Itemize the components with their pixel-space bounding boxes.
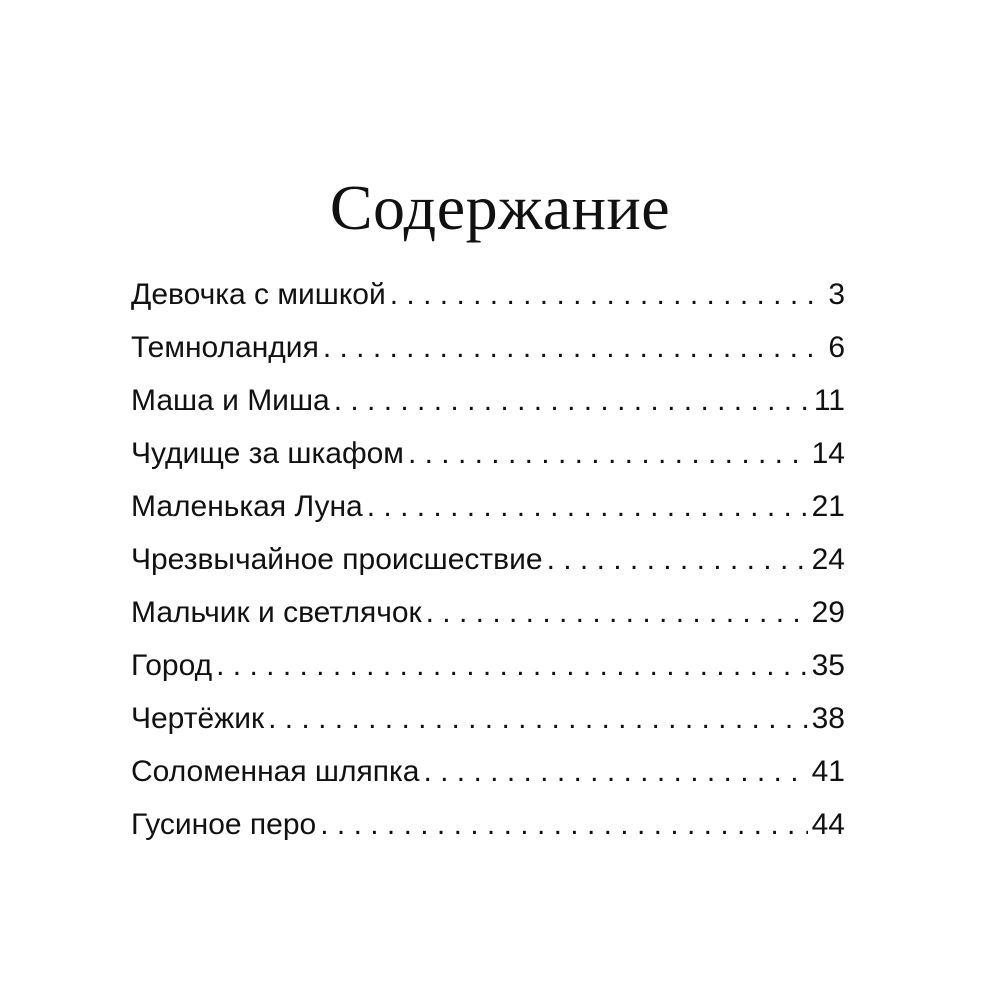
table-of-contents — [131, 268, 845, 851]
dot-leader — [423, 745, 807, 798]
dot-leader — [268, 692, 808, 745]
toc-entry-title: Соломенная шляпка — [131, 755, 420, 788]
toc-entry-title: Мальчик и светлячок — [131, 596, 422, 629]
toc-entry-page: 35 — [811, 649, 845, 682]
toc-entry-page: 24 — [811, 543, 845, 576]
dot-leader — [390, 268, 825, 321]
toc-entry-page: 14 — [811, 437, 845, 470]
toc-entry — [131, 586, 845, 639]
page-title: Содержание — [329, 172, 671, 243]
toc-entry — [131, 374, 845, 427]
dot-leader — [216, 639, 807, 692]
dot-leader — [547, 533, 808, 586]
toc-entry — [131, 692, 845, 745]
toc-entry-title: Маша и Миша — [131, 384, 330, 417]
dot-leader — [426, 586, 808, 639]
toc-entry-title: Чертёжик — [131, 702, 265, 735]
toc-entry-title: Девочка с мишкой — [131, 278, 386, 311]
toc-entry-title: Город — [131, 649, 213, 682]
toc-entry-title: Темноландия — [131, 331, 319, 364]
toc-entry-page: 38 — [811, 702, 845, 735]
toc-entry — [131, 798, 845, 851]
toc-entry-page: 21 — [811, 490, 845, 523]
dot-leader — [323, 321, 825, 374]
dot-leader — [320, 798, 807, 851]
dot-leader — [367, 480, 808, 533]
toc-entry — [131, 268, 845, 321]
toc-entry-page: 44 — [811, 808, 845, 841]
toc-entry-page: 6 — [828, 331, 845, 364]
toc-entry-page: 3 — [828, 278, 845, 311]
dot-leader — [408, 427, 808, 480]
toc-entry — [131, 480, 845, 533]
toc-entry — [131, 639, 845, 692]
toc-entry-title: Чудище за шкафом — [131, 437, 404, 470]
toc-entry-page: 41 — [811, 755, 845, 788]
toc-entry — [131, 321, 845, 374]
toc-entry-page: 11 — [813, 384, 845, 417]
dot-leader — [334, 374, 810, 427]
toc-entry — [131, 745, 845, 798]
toc-entry-title: Маленькая Луна — [131, 490, 363, 523]
toc-entry-title: Чрезвычайное происшествие — [131, 543, 543, 576]
toc-entry — [131, 533, 845, 586]
toc-entry — [131, 427, 845, 480]
toc-entry-title: Гусиное перо — [131, 808, 317, 841]
toc-entry-page: 29 — [811, 596, 845, 629]
